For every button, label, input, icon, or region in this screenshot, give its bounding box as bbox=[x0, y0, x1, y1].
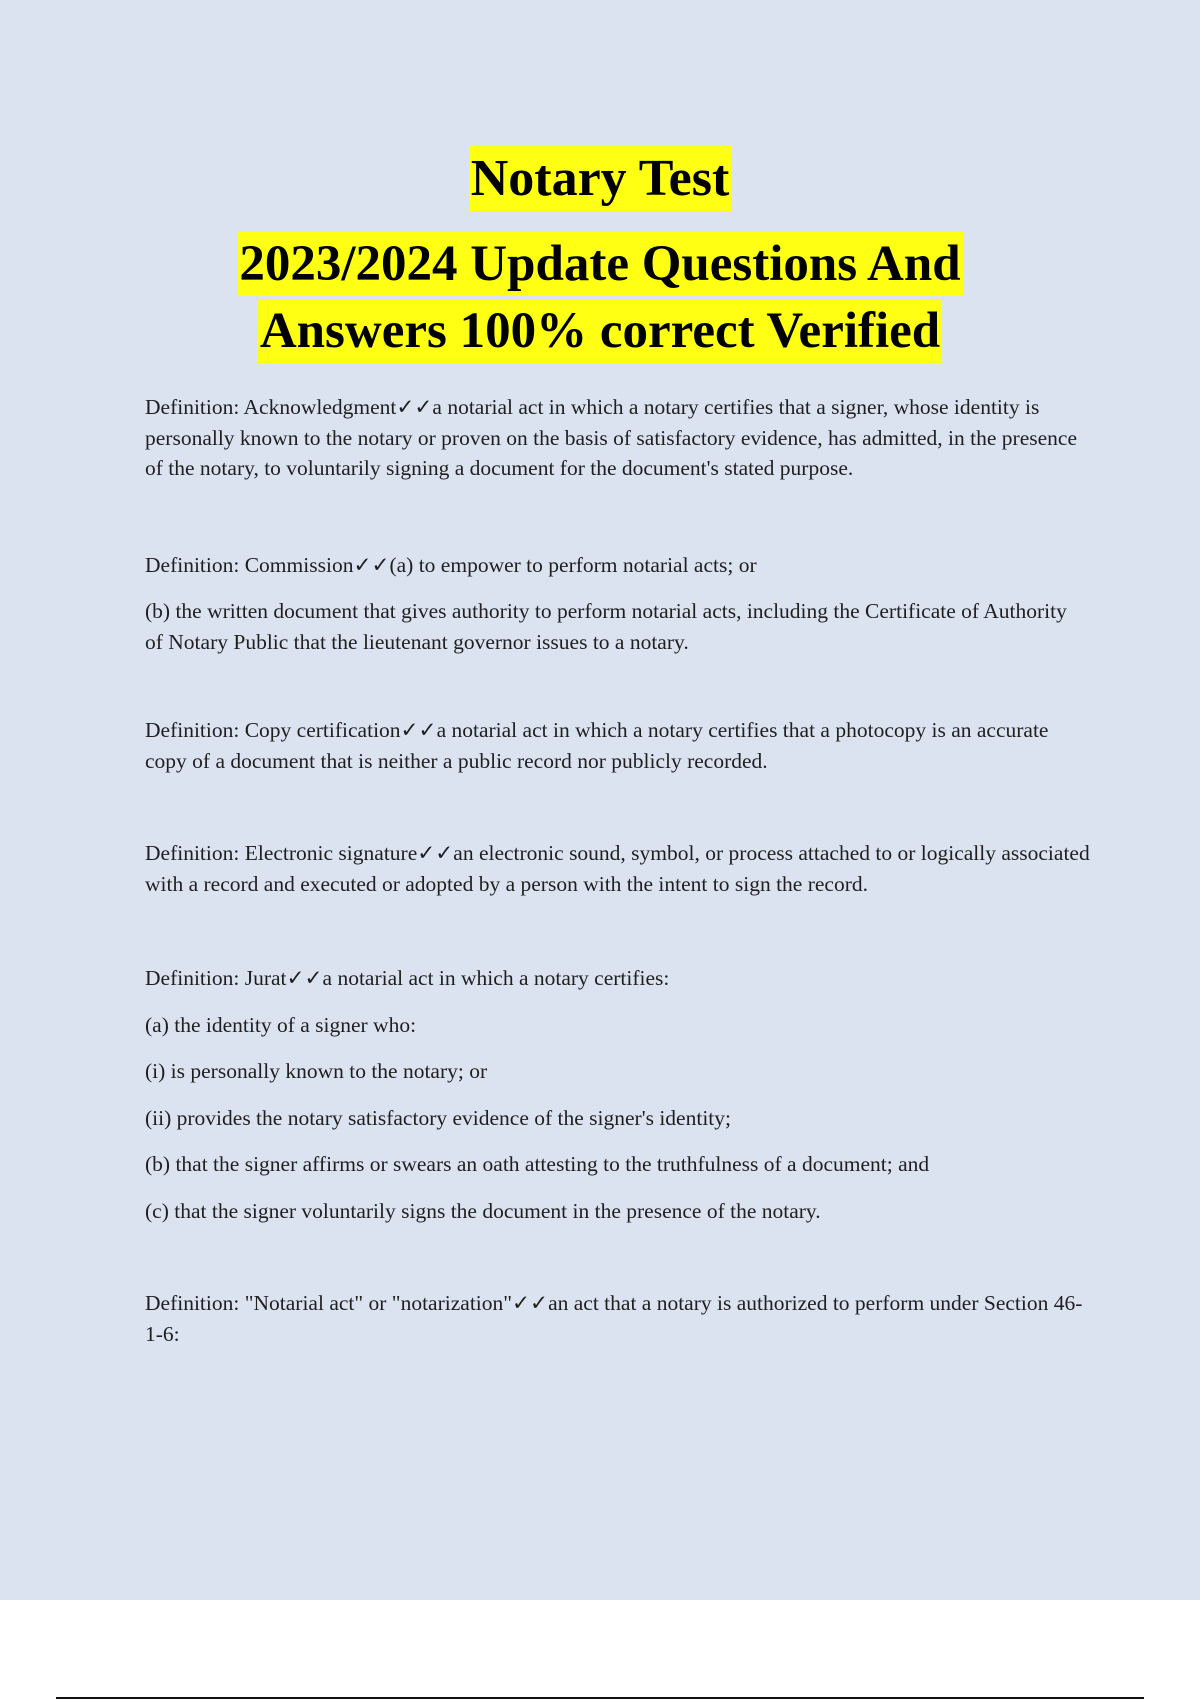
definition-subitem: (a) the identity of a signer who: bbox=[145, 1012, 417, 1037]
title-line-3: Answers 100% correct Verified bbox=[258, 299, 942, 363]
definition-subitem: (b) the written document that gives authority to perform notarial acts, including the Certificate of Authority of Notary Public that the lieutenant governor issues to a notary. bbox=[145, 599, 1067, 654]
definition-text: Definition: Acknowledgment✓✓a notarial act in which a notary certifies that a signer, whose identity is personally known to the notary or proven on the basis of satisfactory evidence, has admitted, in the presence of the notary, to voluntarily signing a document for the document's stated purpose. bbox=[145, 395, 1077, 480]
definition-text: Definition: "Notarial act" or "notarization"✓✓an act that a notary is authorized to perform under Section 46-1-6: bbox=[145, 1291, 1083, 1346]
definition-jurat bbox=[145, 963, 1090, 1226]
definition-copy-certification bbox=[145, 715, 1090, 776]
title-block bbox=[0, 146, 1200, 363]
title-line-2: 2023/2024 Update Questions And bbox=[237, 232, 962, 296]
definition-acknowledgment bbox=[145, 392, 1090, 484]
definition-text: Definition: Copy certification✓✓a notarial act in which a notary certifies that a photocopy is an accurate copy of a document that is neither a public record nor publicly recorded. bbox=[145, 718, 1049, 773]
definitions-list bbox=[145, 392, 1090, 1349]
definition-electronic-signature bbox=[145, 838, 1090, 899]
definition-text: Definition: Jurat✓✓a notarial act in which a notary certifies: bbox=[145, 966, 670, 990]
definition-subitem: (c) that the signer voluntarily signs the document in the presence of the notary. bbox=[145, 1198, 821, 1223]
definition-text: Definition: Commission✓✓(a) to empower to perform notarial acts; or bbox=[145, 552, 757, 577]
definition-notarial-act bbox=[145, 1288, 1090, 1349]
definition-subitem: (b) that the signer affirms or swears an oath attesting to the truthfulness of a document; and bbox=[145, 1152, 930, 1176]
definition-text: Definition: Electronic signature✓✓an electronic sound, symbol, or process attached to or logically associated with a record and executed or adopted by a person with the intent to sign the record. bbox=[145, 841, 1090, 896]
definition-subitem: (i) is personally known to the notary; or bbox=[145, 1059, 488, 1083]
definition-subitem: (ii) provides the notary satisfactory evidence of the signer's identity; bbox=[145, 1105, 731, 1130]
footer-divider bbox=[56, 1697, 1144, 1699]
definition-commission bbox=[145, 550, 1090, 658]
title-line-1: Notary Test bbox=[469, 146, 732, 212]
